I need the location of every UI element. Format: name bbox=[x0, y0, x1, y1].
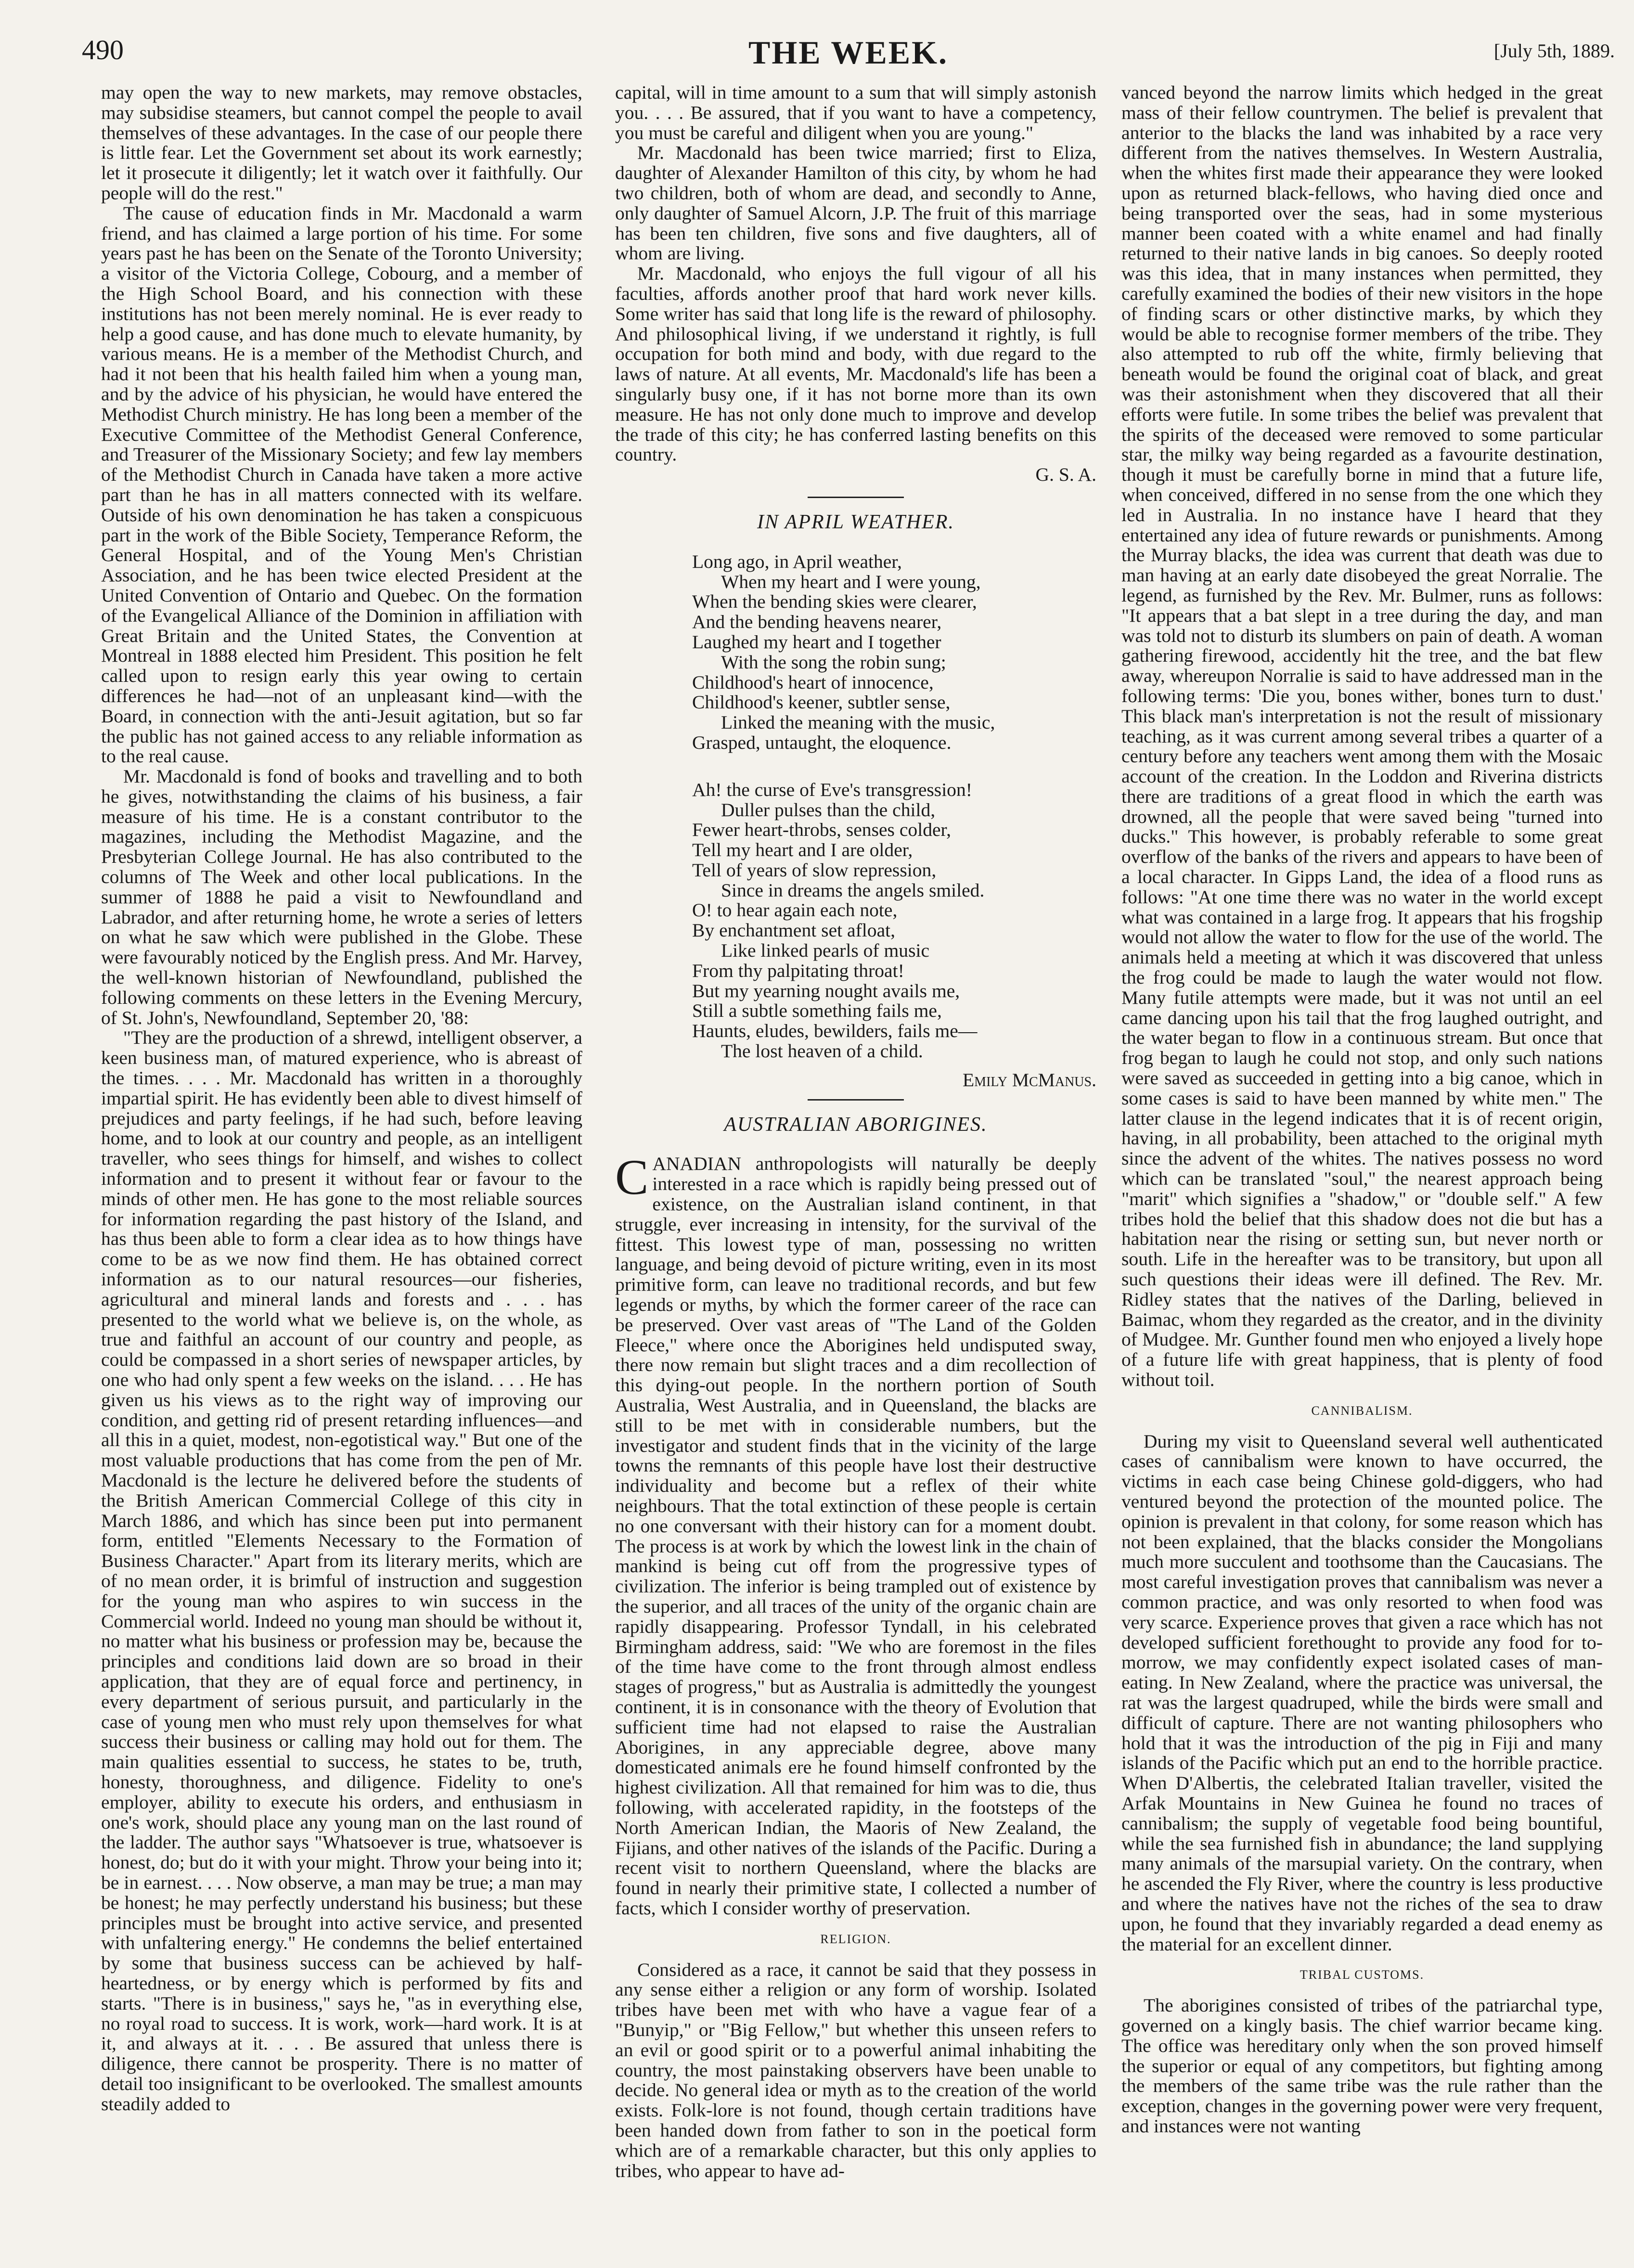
poem-line: When my heart and I were young, bbox=[721, 571, 981, 592]
paragraph: vanced beyond the narrow limits which hedged in the great mass of their fellow countrymen. The belief is prevalent that anterior to the blacks the land was inhabited by a race very different from the natives themselves. In Western Australia, when the whites first made their appearance they were looked upon as returned black-fellows, who having died once and being transported over the seas, had in some mysterious manner been coated with a white enamel and had finally returned to their native lands in big canoes. So deeply rooted was this idea, that in many instances when permitted, they carefully examined the bodies of their new visitors in the hope of finding scars or other distinctive marks, by which they would be able to recognise former members of the tribe. They also attempted to rub off the white, firmly believing that beneath would be found the original coat of black, and great was their astonishment when they discovered that all their efforts were futile. In some tribes the belief was prevalent that the spirits of the deceased were removed to some particular star, the milky way being regarded as a favourite destination, though it must be carefully borne in mind that a future life, when conceived, differed in no sense from the one which they led in Australia. In no instance have I heard that they entertained any idea of future rewards or punishments. Among the Murray blacks, the idea was current that death was due to man having at an early date disobeyed the great Norralie. The legend, as furnished by the Rev. Mr. Bulmer, runs as follows: "It appears that a bat slept in a tree during the day, and man was told not to disturb its slumbers on pain of death. A woman gathering firewood, accidently hit the tree, and the bat flew away, whereupon Norralie is said to have addressed man in the following terms: 'Die you, bones wither, bones turn to dust.' This black man's interpretation is not the result of missionary teaching, as it was current among several tribes a quarter of a century before any teachers went among them with the Mosaic account of the creation. In the Loddon and Riverina districts there are traditions of a great flood in which the earth was drowned, all the people that were saved being "turned into ducks." This however, is probably referable to some great overflow of the banks of the rivers and appears to have been of a local character. In Gipps Land, the idea of a flood runs as follows: "At one time there was no water in the world except what was contained in a large frog. It appears that his frogship would not allow the water to flow for the use of the world. The animals held a meeting at which it was discovered that unless the frog could be made to laugh the water would not flow. Many futile attempts were made, but it was not until an eel came dancing upon his tail that the frog laughed outright, and the water began to flow in a continuous stream. But once that frog began to laugh he could not stop, and only such nations were saved as succeeded in getting into a big canoe, which in some cases is said to have been manned by white men." The latter clause in the legend indicates that it is of recent origin, having, in all probability, been attached to the original myth since the advent of the whites. The natives possess no word which can be translated "soul," the nearest approach being "marit" which signifies a "shadow," or "double self." A few tribes hold the belief that this shadow does not die but has a habitation near the rising or setting sun, but never north or south. Life in the hereafter was to be transitory, but upon all such questions their ideas were ill defined. The Rev. Mr. Ridley states that the natives of the Darling, believed in Baimac, whom they regarded as the creator, and in the divinity of Mudgee. Mr. Gunther found men who enjoyed a lively hope of a future life with great happiness, that is plenty of food without toil. bbox=[1121, 83, 1603, 1390]
poem-line: Tell my heart and I are older, bbox=[692, 839, 913, 861]
poem-line: O! to hear again each note, bbox=[692, 899, 898, 921]
section-heading-tribal-customs: TRIBAL CUSTOMS. bbox=[1299, 1968, 1425, 1982]
poem-line: And the bending heavens nearer, bbox=[692, 611, 942, 633]
poem-line: Fewer heart-throbs, senses colder, bbox=[692, 819, 952, 841]
paragraph: may open the way to new markets, may remove obstacles, may subsidise steamers, but cannot compel the people to avail themselves of these advantages. In the case of our people there is little fear. Let the Government set about its work earnestly; let it prosecute it diligently; let it watch over it faithfully. Our people will do the rest." bbox=[101, 83, 582, 204]
poem-line: Childhood's keener, subtler sense, bbox=[692, 692, 951, 713]
poem-author: Emily McManus. bbox=[963, 1069, 1096, 1090]
article-signature: G. S. A. bbox=[1035, 464, 1096, 486]
article-title: AUSTRALIAN ABORIGINES. bbox=[724, 1113, 988, 1136]
section-divider bbox=[808, 1099, 904, 1101]
column-2 bbox=[615, 83, 1096, 2248]
section-divider bbox=[808, 497, 904, 498]
page-number: 490 bbox=[82, 34, 124, 65]
poem-line: Since in dreams the angels smiled. bbox=[721, 879, 985, 901]
article-intro-text: ANADIAN anthropologists will naturally be deeply interested in a race which is rapidly being pressed out of existence, on the Australian island continent, in that struggle, ever increasing in intensity, for the survival of the fittest. This lowest type of man, possessing no written language, and being devoid of picture writing, even in its most primitive form, can leave no traditional records, and but few legends or myths, by which the former career of the race can be preserved. Over vast areas of "The Land of the Golden Fleece," where once the Aborigines held undisputed sway, there now remain but slight traces and a dim recollection of this dying-out people. In the northern portion of South Australia, West Australia, and in Queensland, the blacks are still to be met with in considerable numbers, but the investigator and student finds that in the vicinity of the large towns the remnants of this people have lost their destructive individuality and become but a reflex of their white neighbours. That the total extinction of these people is certain no one conversant with their history can for a moment doubt. The process is at work by which the lowest link in the chain of mankind is being cut off from the progressive types of civilization. The inferior is being trampled out of existence by the superior, and all traces of the unity of the organic chain are rapidly disappearing. Professor Tyndall, in his celebrated Birmingham address, said: "We who are foremost in the files of the time have come to the front through almost endless stages of progress," but as Australia is admittedly the youngest continent, it is in consonance with the theory of Evolution that sufficient time had not elapsed to raise the Australian Aborigines, in any appreciable degree, above many domesticated animals ere he found himself confronted by the highest civilization. All that remained for him was to die, thus following, with accelerated rapidity, in the footsteps of the North American Indian, the Maoris of New Zealand, the Fijians, and other natives of the islands of the Pacific. During a recent visit to northern Queensland, where the blacks are found in nearly their primitive state, I collected a number of facts, which I consider worthy of preservation. bbox=[615, 1153, 1096, 1919]
paragraph: The aborigines consisted of tribes of the patriarchal type, governed on a kingly basis. The chief warrior became king. The office was hereditary only when the son proved himself the superior or equal of any competitors, but fighting among the members of the same tribe was the rule rather than the exception, changes in the governing power were very frequent, and instances were not wanting bbox=[1121, 1995, 1603, 2137]
issue-date: [July 5th, 1889. bbox=[1493, 40, 1615, 62]
drop-cap: C bbox=[615, 1150, 649, 1205]
article-intro bbox=[615, 1150, 1096, 1919]
poem-line: Childhood's heart of innocence, bbox=[692, 671, 934, 693]
section-heading-cannibalism: CANNIBALISM. bbox=[1311, 1403, 1413, 1418]
paragraph: Mr. Macdonald has been twice married; first to Eliza, daughter of Alexander Hamilton of this city, by whom he had two children, both of whom are dead, and secondly to Anne, only daughter of Samuel Alcorn, J.P. The fruit of this marriage has been ten children, five sons and five daughters, all of whom are living. bbox=[615, 142, 1096, 264]
paragraph: Mr. Macdonald is fond of books and travelling and to both he gives, notwithstanding the claims of his business, a fair measure of his time. He is a constant contributor to the magazines, including the Methodist Magazine, and the Presbyterian College Journal. He has also contributed to the columns of The Week and other local publications. In the summer of 1888 he paid a visit to Newfoundland and Labrador, and after returning home, he wrote a series of letters on what he saw which were published in the Globe. These were favourably noticed by the English press. And Mr. Harvey, the well-known historian of Newfoundland, published the following comments on these letters in the Evening Mercury, of St. John's, Newfoundland, September 20, '88: bbox=[101, 766, 582, 1028]
poem-line: But my yearning nought avails me, bbox=[692, 980, 960, 1001]
paragraph: capital, will in time amount to a sum that will simply astonish you. . . . Be assured, that if you want to have a competency, you must be careful and diligent when you are young." bbox=[615, 83, 1096, 143]
poem-line: Tell of years of slow repression, bbox=[692, 859, 937, 881]
paragraph: "They are the production of a shrewd, intelligent observer, a keen business man, of matured experience, who is abreast of the times. . . . Mr. Macdonald has written in a thoroughly impartial spirit. He has evidently been able to divest himself of prejudices and party feelings, if he had such, before leaving home, and to look at our country and people, as an intelligent traveller, who sees things for himself, and wishes to collect information and to present it without fear or favour to the minds of other men. He has gone to the most reliable sources for information regarding the past history of the Island, and has thus been able to form a clear idea as to how things have come to be as we now find them. He has obtained correct information as to our natural resources—our fisheries, agricultural and mineral lands and forests and . . . has presented to the world what we believe is, on the whole, as true and faithful an account of our country and people, as could be compassed in a short series of newspaper articles, by one who had only spent a few weeks on the island. . . . He has given us his views as to the right way of improving our condition, and getting rid of present retarding influences—and all this in a quiet, modest, non-egotistical way." But one of the most valuable productions that has come from the pen of Mr. Macdonald is the lecture he delivered before the students of the British American Commercial College of this city in March 1886, and which has since been put into permanent form, entitled "Elements Necessary to the Formation of Business Character." Apart from its literary merits, which are of no mean order, it is brimful of instruction and suggestion for the young man who aspires to win success in the Commercial world. Indeed no young man should be without it, no matter what his business or profession may be, because the principles and conditions laid down are so broad in their application, that they are of equal force and pertinency, in every department of serious pursuit, and particularly in the case of young men who must rely upon themselves for what success their business or calling may hold out for them. The main qualities essential to success, he states to be, truth, honesty, thoroughness, and diligence. Fidelity to one's employer, ability to execute his orders, and enthusiasm in one's work, should place any young man on the last round of the ladder. The author says "Whatsoever is true, whatsoever is honest, do; but do it with your might. Throw your being into it; be in earnest. . . . Now observe, a man may be true; a man may be honest; he may perfectly understand his business; but these principles must be brought into active service, and presented with unfaltering energy." He condemns the belief entertained by some that business success can be achieved by half-heartedness, or by energy which is performed by fits and starts. "There is in business," says he, "as in everything else, no royal road to success. It is work, work—hard work. It is at it, and always at it. . . . Be assured that unless there is diligence, there cannot be prosperity. There is no matter of detail too insignificant to be overlooked. The smallest amounts steadily added to bbox=[101, 1027, 582, 2114]
paragraph: Considered as a race, it cannot be said that they possess in any sense either a religion or any form of worship. Isolated tribes have been met with who have a vague fear of a "Bunyip," or "Big Fellow," but whether this unseen refers to an evil or good spirit or to a powerful animal inhabiting the country, the most painstaking observers have been unable to decide. No general idea or myth as to the creation of the world exists. Folk-lore is not found, though certain traditions have been handed down from father to son in the poetical form which are of a remarkable character, but this only applies to tribes, who appear to have ad- bbox=[615, 1959, 1096, 2181]
poem-line: Laughed my heart and I together bbox=[692, 631, 941, 653]
poem-line: Haunts, eludes, bewilders, fails me— bbox=[692, 1020, 978, 1042]
section-heading-religion: RELIGION. bbox=[820, 1932, 891, 1946]
poem-line: The lost heaven of a child. bbox=[721, 1040, 923, 1062]
poem-line: Grasped, untaught, the eloquence. bbox=[692, 731, 952, 753]
poem-line: Ah! the curse of Eve's transgression! bbox=[692, 779, 972, 800]
poem-line: Linked the meaning with the music, bbox=[721, 712, 995, 733]
paragraph: The cause of education finds in Mr. Macdonald a warm friend, and has claimed a large portion of his time. For some years past he has been on the Senate of the Toronto University; a visitor of the Victoria College, Cobourg, and a member of the High School Board, and his connection with these institutions has not been merely nominal. He is ever ready to help a good cause, and has done much to elevate humanity, by various means. He is a member of the Methodist Church, and had it not been that his health failed him when a young man, and by the advice of his physician, he would have entered the Methodist Church ministry. He has long been a member of the Executive Committee of the Methodist General Conference, and Treasurer of the Missionary Society; and few lay members of the Methodist Church in Canada have taken a more active part than he has in all matters connected with its welfare. Outside of his own denomination he has taken a conspicuous part in the work of the Bible Society, Temperance Reform, the General Hospital, and of the Young Men's Christian Association, and he has been twice elected President at the United Convention of Ontario and Quebec. On the formation of the Evangelical Alliance of the Dominion in affiliation with Great Britain and the United States, the Convention at Montreal in 1888 elected him President. This position he felt called upon to resign early this year owing to certain differences he had—not of an unpleasant kind—with the Board, in connection with the anti-Jesuit agitation, but so far the public has not gained access to any reliable information as to the real cause. bbox=[101, 202, 582, 767]
poem-line: By enchantment set afloat, bbox=[692, 920, 896, 941]
stanza-gap bbox=[615, 762, 1096, 780]
poem-line: From thy palpitating throat! bbox=[692, 960, 904, 981]
poem-stanza-1 bbox=[692, 552, 1096, 753]
poem-title: IN APRIL WEATHER. bbox=[757, 511, 955, 533]
poem-line: Still a subtle something fails me, bbox=[692, 1000, 942, 1022]
column-3 bbox=[1121, 83, 1603, 2248]
poem-stanza-2 bbox=[692, 780, 1096, 1062]
paragraph: Mr. Macdonald, who enjoys the full vigour of all his faculties, affords another proof that hard work never kills. Some writer has said that long life is the reward of philosophy. And philosophical living, if we understand it rightly, is full occupation for both mind and body, with due regard to the laws of nature. At all events, Mr. Macdonald's life has been a singularly busy one, if it has not borne more than its own measure. He has not only done much to improve and develop the trade of this city; he has conferred lasting benefits on this country. bbox=[615, 263, 1096, 465]
newspaper-title: THE WEEK. bbox=[748, 34, 948, 71]
poem-line: With the song the robin sung; bbox=[721, 651, 946, 673]
paragraph: During my visit to Queensland several well authenticated cases of cannibalism were known to have occurred, the victims in each case being Chinese gold-diggers, who had ventured beyond the protection of the mounted police. The opinion is prevalent in that colony, for some reason which has not been explained, that the blacks consider the Mongolians much more succulent and toothsome than the Caucasians. The most careful investigation proves that cannibalism was never a common practice, and was only resorted to when food was very scarce. Experience proves that given a race which has not developed sufficient forethought to provide any food for to-morrow, we may confidently expect isolated cases of man-eating. In New Zealand, where the practice was universal, the rat was the largest quadruped, while the birds were small and difficult of capture. There are not wanting philosophers who hold that it was the introduction of the pig in Fiji and many islands of the Pacific which put an end to the horrible practice. When D'Albertis, the celebrated Italian traveller, visited the Arfak Mountains in New Guinea he found no traces of cannibalism; the supply of vegetable food being bountiful, while the sea furnished fish in abundance; the land supplying many animals of the marsupial variety. On the contrary, when he ascended the Fly River, where the country is less productive and where the natives have not the riches of the sea to draw upon, he found that they invariably regarded a dead enemy as the material for an excellent dinner. bbox=[1121, 1430, 1603, 1955]
poem-line: Long ago, in April weather, bbox=[692, 551, 902, 572]
poem-line: Like linked pearls of music bbox=[721, 940, 930, 961]
column-1 bbox=[101, 83, 582, 2248]
poem-line: Duller pulses than the child, bbox=[721, 799, 936, 820]
masthead bbox=[82, 34, 1615, 87]
poem-line: When the bending skies were clearer, bbox=[692, 591, 977, 613]
